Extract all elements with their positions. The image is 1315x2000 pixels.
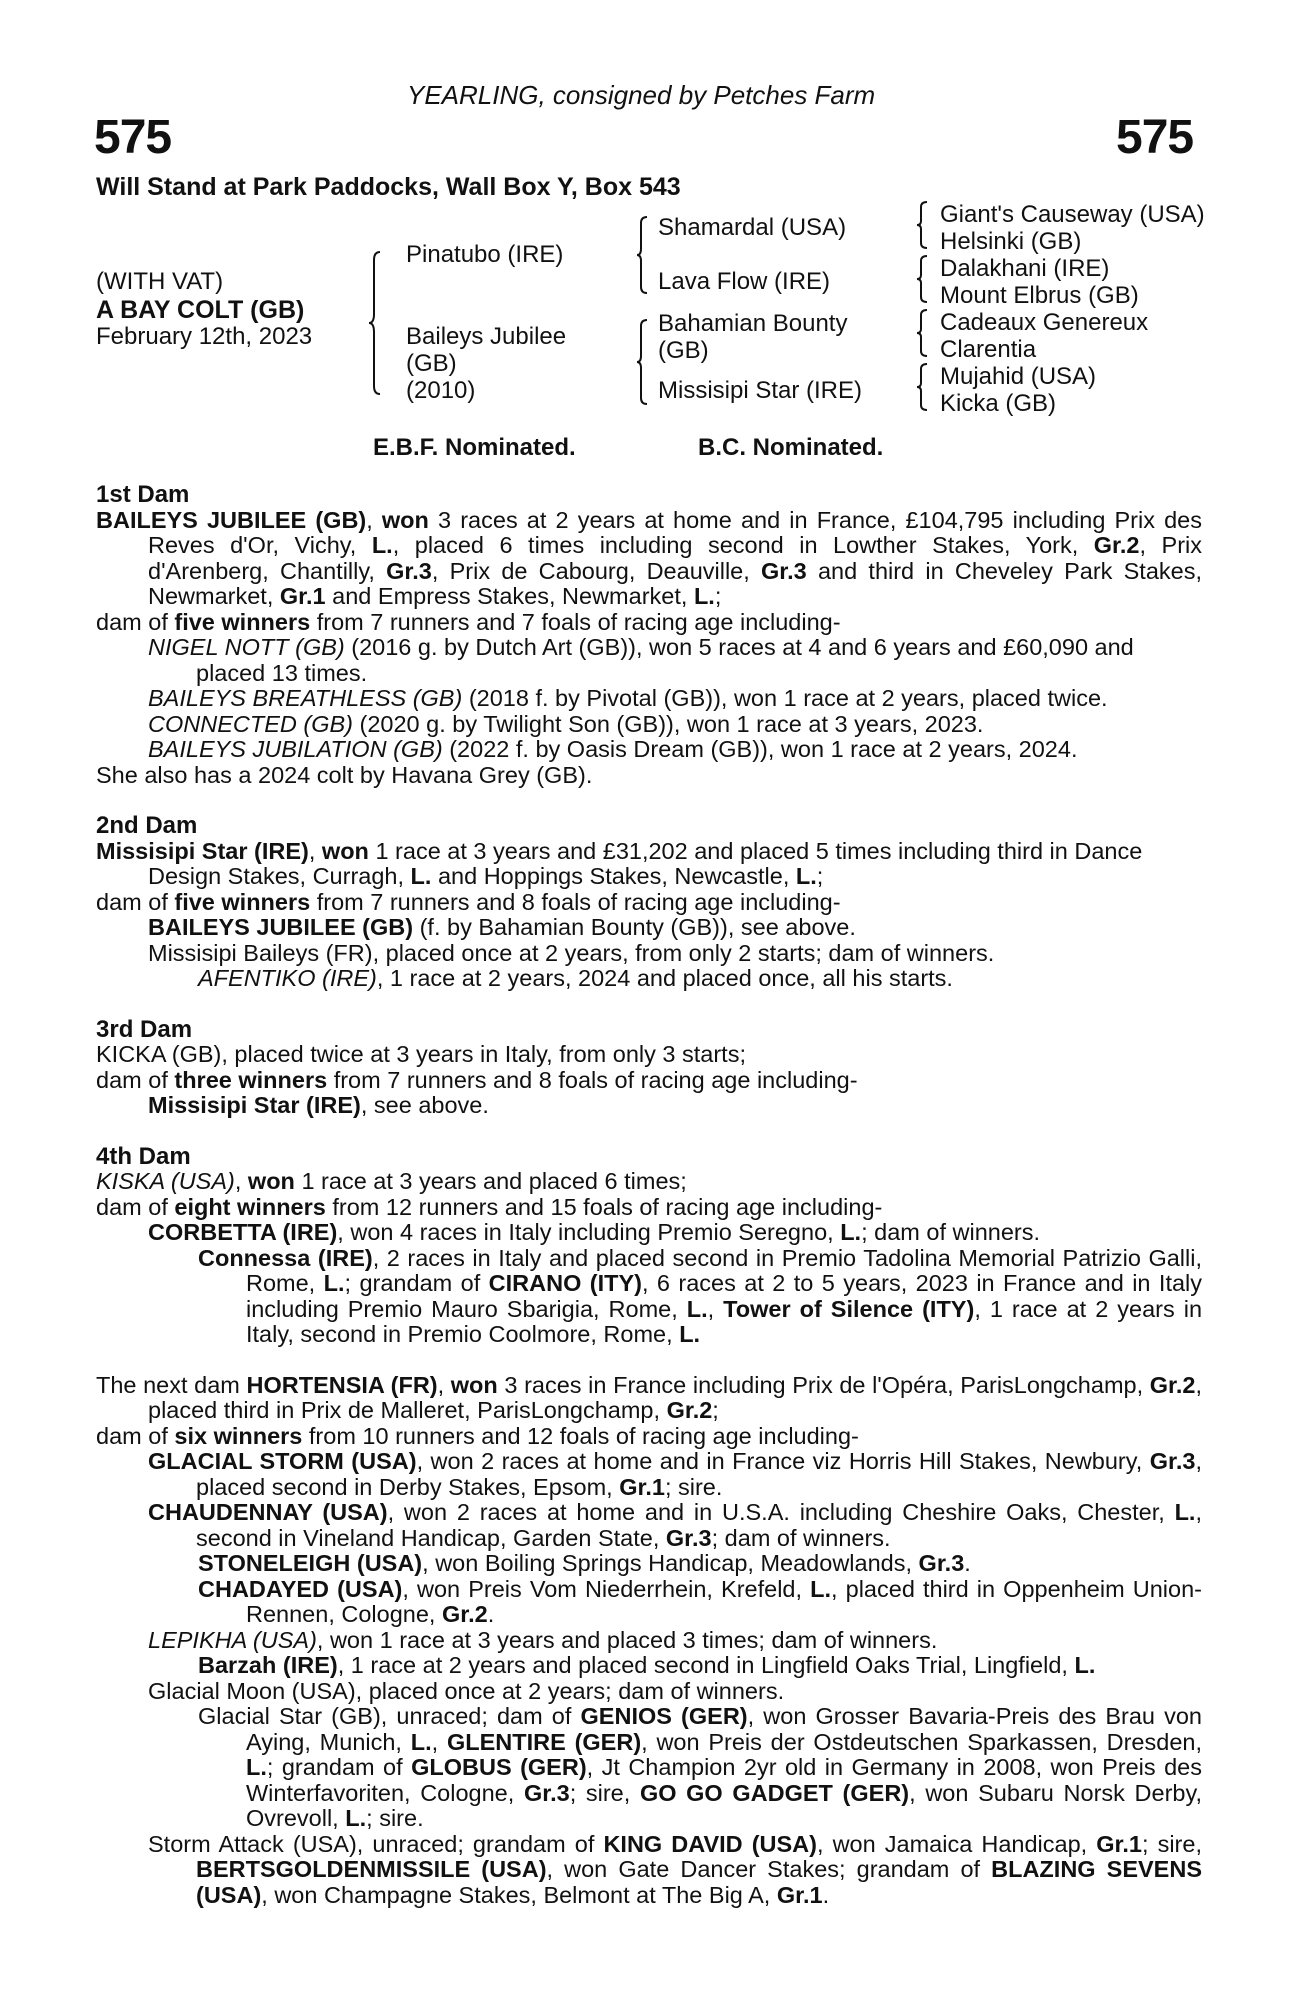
sire-name: Pinatubo (IRE) — [406, 241, 564, 268]
family-body — [96, 482, 1202, 1908]
dam1-produce-3: CONNECTED (GB) (2020 g. by Twilight Son (GB)), won 1 race at 3 years, 2023. — [148, 710, 984, 737]
consignor-line: YEARLING, consigned by Petches Farm — [407, 80, 876, 110]
dd-sire: Mujahid (USA) — [940, 363, 1097, 390]
lot-number-right: 575 — [1116, 111, 1194, 164]
dam1-produce-summary: dam of five winners from 7 runners and 7 foals of racing age including- — [96, 608, 841, 635]
dam1-heading: 1st Dam — [96, 481, 190, 508]
dam1-produce-1: NIGEL NOTT (GB) (2016 g. by Dutch Art (GB)), won 5 races at 4 and 6 years and £60,090 and placed 13 times. — [148, 634, 1134, 686]
nextdam-produce-lepikha: LEPIKHA (USA), won 1 race at 3 years and placed 3 times; dam of winners. — [148, 1626, 938, 1653]
nextdam-produce-summary: dam of six winners from 10 runners and 12 foals of racing age including- — [96, 1422, 859, 1449]
dam-dam: Missisipi Star (IRE) — [658, 377, 863, 404]
nextdam-produce-glacial-moon: Glacial Moon (USA), placed once at 2 years; dam of winners. — [148, 1677, 785, 1704]
dam1-produce-2: BAILEYS BREATHLESS (GB) (2018 f. by Pivotal (GB)), won 1 race at 2 years, placed twice. — [148, 685, 1108, 711]
sd-dam: Mount Elbrus (GB) — [940, 282, 1139, 309]
nextdam-produce-storm-attack: Storm Attack (USA), unraced; grandam of KING DAVID (USA), won Jamaica Handicap, Gr.1; sire, BERTSGOLDENMISSILE (USA), won Gate Dancer Stakes; grandam of BLAZING SEVENS (USA), won Champagne Stakes, Belmont at The Big A, Gr.1. — [148, 1830, 1202, 1908]
stand-location: Will Stand at Park Paddocks, Wall Box Y, Box 543 — [96, 173, 681, 201]
dam4-produce-summary: dam of eight winners from 12 runners and 15 foals of racing age including- — [96, 1193, 883, 1220]
nextdam-grandproduce-glacial-star: Glacial Star (GB), unraced; dam of GENIOS (GER), won Grosser Bavaria-Preis des Brau von Aying, Munich, L., GLENTIRE (GER), won Preis der Ostdeutschen Sparkassen, Dresden, L.; grandam of GLOBUS (GER), Jt Champion 2yr old in Germany in 2008, won Preis des Winterfavoriten, Cologne, Gr.3; sire, GO GO GADGET (GER), won Subaru Norsk Derby, Ovrevoll, L.; sire. — [198, 1703, 1203, 1831]
bc-nomination: B.C. Nominated. — [698, 434, 884, 461]
dam2-heading: 2nd Dam — [96, 812, 198, 839]
ss-dam: Helsinki (GB) — [940, 228, 1082, 255]
sd-sire: Dalakhani (IRE) — [940, 255, 1110, 282]
nextdam-grandproduce-barzah: Barzah (IRE), 1 race at 2 years and placed second in Lingfield Oaks Trial, Lingfield, L. — [198, 1652, 1096, 1678]
dam1-record: BAILEYS JUBILEE (GB), won 3 races at 2 years at home and in France, £104,795 including Prix des Reves d'Or, Vichy, L., placed 6 times including second in Lowther Stakes, York, Gr.2, Prix d'Arenberg, Chantilly, Gr.3, Prix de Cabourg, Deauville, Gr.3 and third in Cheveley Park Stakes, Newmarket, Gr.1 and Empress Stakes, Newmarket, L.; — [96, 506, 1202, 609]
dam4-heading: 4th Dam — [96, 1142, 191, 1170]
ds-sire: Cadeaux Genereux — [940, 309, 1149, 336]
dam4-produce-2: Connessa (IRE), 2 races in Italy and placed second in Premio Tadolina Memorial Patrizio Galli, Rome, L.; grandam of CIRANO (ITY), 6 races at 2 to 5 years, 2023 in France and in Italy including Premio Mauro Sbarigia, Rome, L., Tower of Silence (ITY), 1 race at 2 years in Italy, second in Premio Coolmore, Rome, L. — [198, 1244, 1203, 1347]
dam2-produce-2: Missisipi Baileys (FR), placed once at 2 years, from only 2 starts; dam of winners. — [148, 939, 995, 966]
pedigree-brace-ds — [916, 308, 928, 358]
sire-dam: Lava Flow (IRE) — [658, 268, 831, 295]
pedigree-brace-ss — [916, 200, 928, 250]
ds-dam: Clarentia — [940, 336, 1037, 363]
pedigree-brace-main — [368, 250, 382, 396]
dam1-also: She also has a 2024 colt by Havana Grey (GB). — [96, 761, 593, 788]
dam-foaling-year: (2010) — [406, 377, 476, 404]
nextdam-produce-glacial-storm: GLACIAL STORM (USA), won 2 races at home and in France viz Horris Hill Stakes, Newbury, Gr.3, placed second in Derby Stakes, Epsom, Gr.1; sire. — [148, 1448, 1202, 1500]
dam4-produce-1: CORBETTA (IRE), won 4 races in Italy including Premio Seregno, L.; dam of winners. — [148, 1219, 1041, 1245]
dam-sire-line2: (GB) — [658, 337, 709, 364]
dam-name-line2: (GB) — [406, 350, 457, 377]
dam3-record: KICKA (GB), placed twice at 3 years in Italy, from only 3 starts; — [96, 1041, 746, 1067]
nextdam-produce-chaudennay: CHAUDENNAY (USA), won 2 races at home and in U.S.A. including Cheshire Oaks, Chester, L., second in Vineland Handicap, Garden State, Gr.3; dam of winners. — [148, 1499, 1202, 1551]
nextdam-record: The next dam HORTENSIA (FR), won 3 races in France including Prix de l'Opéra, ParisLongchamp, Gr.2, placed third in Prix de Malleret, ParisLongchamp, Gr.2; — [96, 1371, 1203, 1423]
pedigree-brace-dd — [916, 362, 928, 412]
dam2-produce-summary: dam of five winners from 7 runners and 8 foals of racing age including- — [96, 888, 841, 915]
dd-dam: Kicka (GB) — [940, 390, 1057, 417]
dam4-record: KISKA (USA), won 1 race at 3 years and placed 6 times; — [96, 1168, 687, 1194]
dam2-produce-1: BAILEYS JUBILEE (GB) (f. by Bahamian Bounty (GB)), see above. — [148, 914, 856, 940]
dam3-produce-1: Missisipi Star (IRE), see above. — [148, 1092, 489, 1118]
nextdam-grandproduce-stoneleigh: STONELEIGH (USA), won Boiling Springs Handicap, Meadowlands, Gr.3. — [198, 1550, 971, 1576]
lot-title: A BAY COLT (GB) — [96, 296, 305, 324]
nextdam-grandproduce-chadayed: CHADAYED (USA), won Preis Vom Niederrhein, Krefeld, L., placed third in Oppenheim Union-Rennen, Cologne, Gr.2. — [198, 1575, 1202, 1627]
dam-sire-line1: Bahamian Bounty — [658, 310, 848, 337]
dam2-produce-3: AFENTIKO (IRE), 1 race at 2 years, 2024 and placed once, all his starts. — [198, 965, 953, 991]
vat-note: (WITH VAT) — [96, 268, 224, 295]
lot-number-left: 575 — [94, 111, 172, 164]
sire-sire: Shamardal (USA) — [658, 214, 847, 241]
dam-name-line1: Baileys Jubilee — [406, 323, 567, 350]
pedigree-brace-dam — [636, 318, 648, 406]
pedigree-brace-sd — [916, 254, 928, 304]
foaling-date: February 12th, 2023 — [96, 323, 313, 350]
ss-sire: Giant's Causeway (USA) — [940, 201, 1205, 228]
ebf-nomination: E.B.F. Nominated. — [373, 434, 576, 461]
dam1-produce-4: BAILEYS JUBILATION (GB) (2022 f. by Oasis Dream (GB)), won 1 race at 2 years, 2024. — [148, 736, 1078, 762]
dam2-record: Missisipi Star (IRE), won 1 race at 3 years and £31,202 and placed 5 times including third in Dance Design Stakes, Curragh, L. and Hoppings Stakes, Newcastle, L.; — [96, 837, 1143, 889]
dam3-produce-summary: dam of three winners from 7 runners and 8 foals of racing age including- — [96, 1066, 858, 1093]
pedigree-brace-sire — [636, 215, 648, 295]
dam3-heading: 3rd Dam — [96, 1015, 193, 1043]
